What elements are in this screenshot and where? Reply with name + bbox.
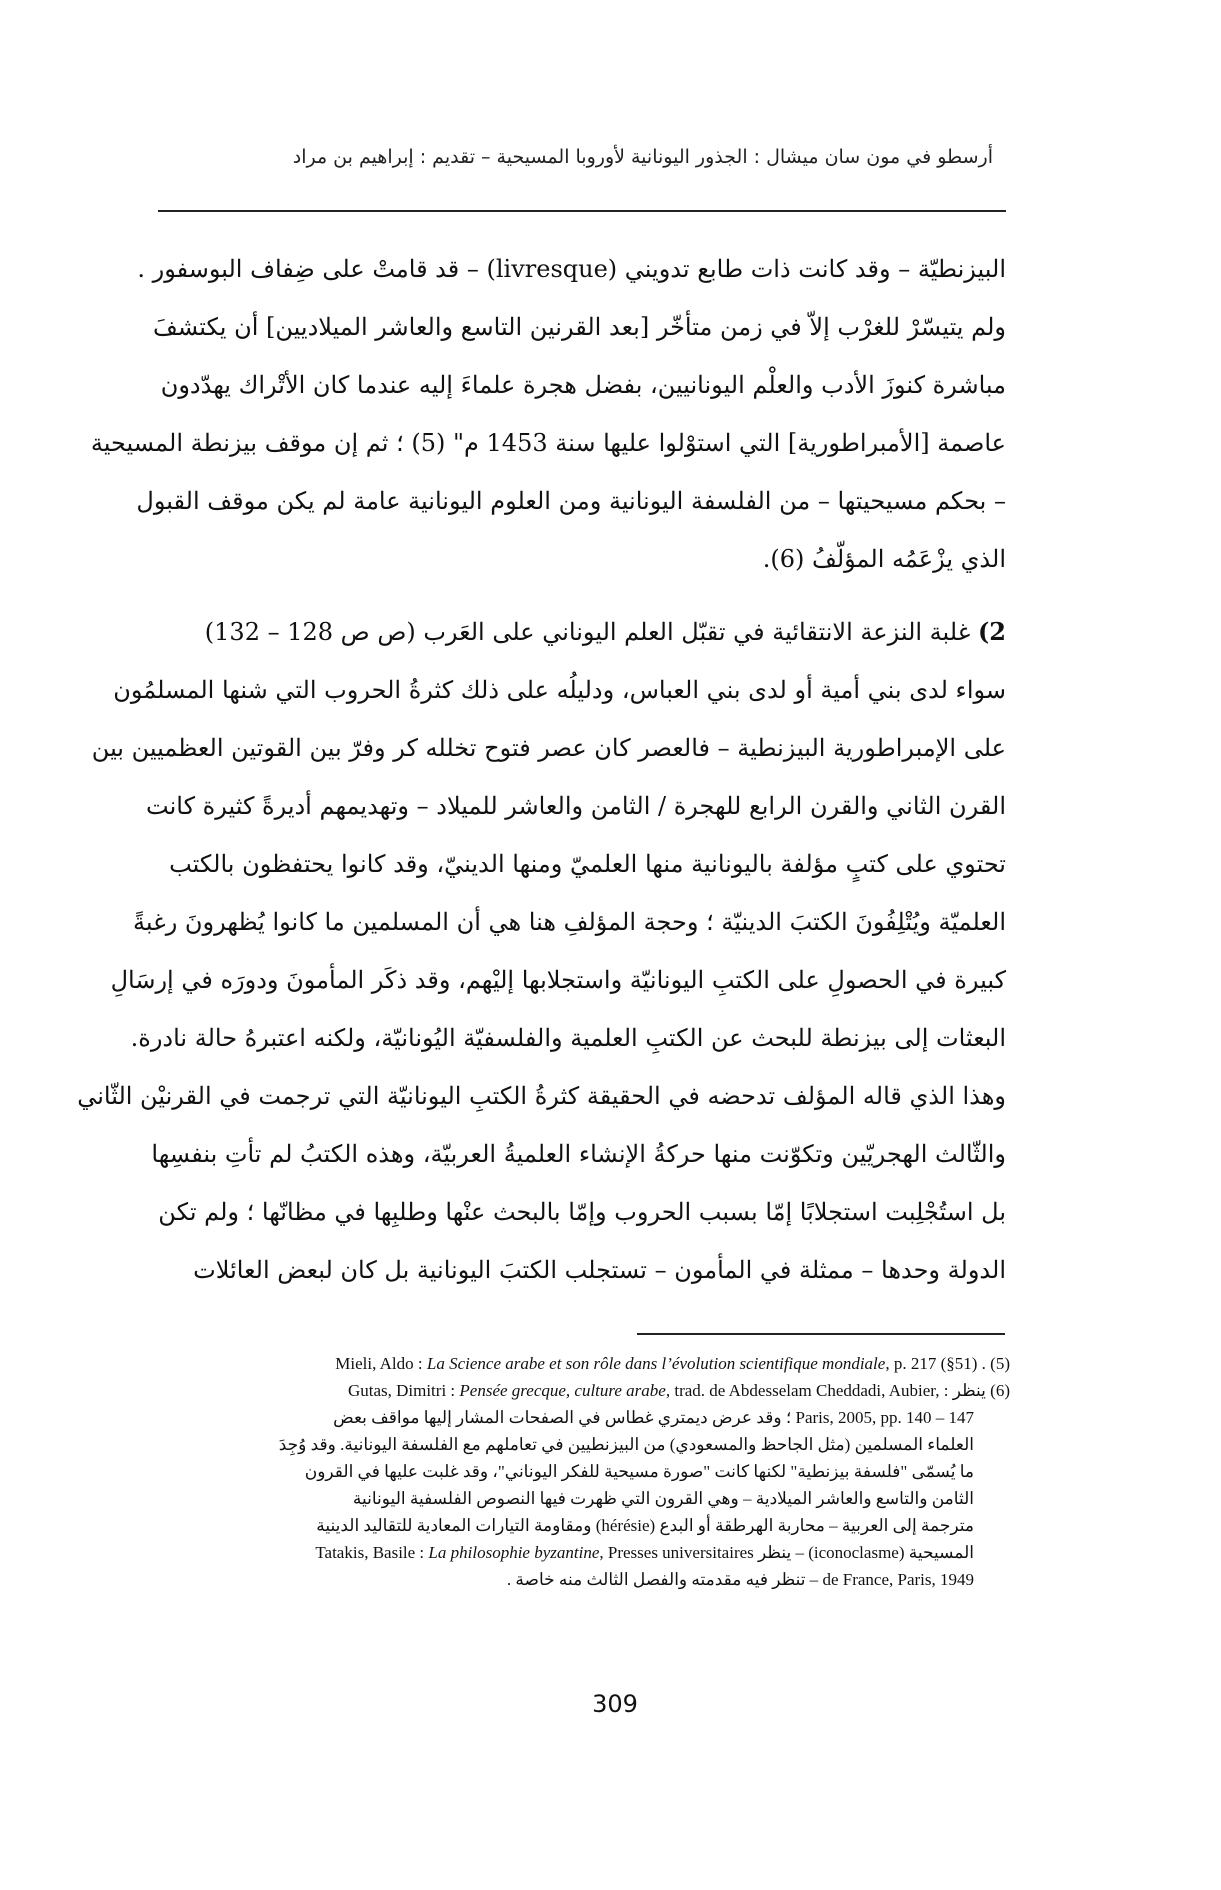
paragraph-2-line: البعثات إلى بيزنطة للبحث عن الكتبِ العلمية والفلسفيّة اليُونانيّة، ولكنه اعتبرهُ حالة نادرة.: [130, 1024, 1006, 1052]
paragraph-2-line: بل استُجْلِبت استجلابًا إمّا بسبب الحروب وإمّا بالبحث عنْها وطلبِها في مظانّها ؛ ولم تكن: [158, 1198, 1006, 1226]
footnotes: [150, 1350, 1010, 1593]
paragraph-2-line: على الإمبراطورية البيزنطية – فالعصر كان عصر فتوح تخلله كر وفرّ بين القوتين العظميين بين: [91, 734, 1006, 762]
running-head: أرسطو في مون سان ميشال : الجذور اليونانية لأوروبا المسيحية – تقديم : إبراهيم بن مراد: [292, 146, 993, 168]
footnote-6-mark: (6): [990, 1381, 1010, 1400]
paragraph-2-line: الدولة وحدها – ممثلة في المأمون – تستجلب الكتبَ اليونانية بل كان لبعض العائلات: [193, 1256, 1006, 1284]
header-rule: [158, 210, 1006, 212]
page-number: 309: [592, 1690, 638, 1718]
section-number: 2): [977, 617, 1006, 646]
footnote-5-mark: (5): [990, 1354, 1010, 1373]
footnote-5: [150, 1350, 1010, 1377]
paragraph-1-line: البيزنطيّة – وقد كانت ذات طابع تدويني (livresque) – قد قامتْ على ضِفاف البوسفور .: [137, 255, 1006, 283]
paragraph-2: [77, 603, 1006, 1299]
footnote-6-line: مترجمة إلى العربية – محاربة الهرطقة أو البدع (hérésie) ومقاومة التيارات المعادية للتقاليد الدينية: [316, 1516, 974, 1535]
paragraph-1: [90, 240, 1006, 588]
footnote-6-citation: Gutas, Dimitri : Pensée grecque, culture arabe, trad. de Abdesselam Cheddadi, Aubier,: [347, 1381, 940, 1400]
paragraph-2-line: سواء لدى بني أمية أو لدى بني العباس، ودليلُه على ذلك كثرةُ الحروب التي شنها المسلمُون: [113, 676, 1006, 704]
footnote-6-line: الثامن والتاسع والعاشر الميلادية – وهي القرون التي ظهرت فيها النصوص الفلسفية اليونانية: [352, 1489, 974, 1508]
paragraph-1-line: – بحكم مسيحيتها – من الفلسفة اليونانية ومن العلوم اليونانية عامة لم يكن موقف القبول: [136, 487, 1006, 515]
footnote-rule: [637, 1333, 1005, 1335]
paragraph-1-line: ولم يتيسّرْ للغرْب إلاّ في زمن متأخّر [بعد القرنين التاسع والعاشر الميلاديين] أن يكتشفَ: [153, 313, 1006, 341]
footnote-6-line: de France, Paris, 1949 – تنظر فيه مقدمته والفصل الثالث منه خاصة .: [506, 1570, 974, 1589]
footnote-6-line: ما يُسمّى "فلسفة بيزنطية" لكنها كانت "صورة مسيحية للفكر اليوناني"، وقد غلبت عليها في القرون: [304, 1462, 974, 1481]
footnote-6-line: Paris, 2005, pp. 140 – 147 ؛ وقد عرض ديمتري غطاس في الصفحات المشار إليها مواقف بعض: [333, 1408, 974, 1427]
footnote-6-line: العلماء المسلمين (مثل الجاحظ والمسعودي) من البيزنطيين في تعاملهم مع الفلسفة اليونانية. وقد وُجِدَ: [278, 1435, 974, 1454]
paragraph-2-line: القرن الثاني والقرن الرابع للهجرة / الثامن والعاشر للميلاد – وتهديمهم أديرةً كثيرة كانت: [146, 792, 1006, 820]
paragraph-2-line: وهذا الذي قاله المؤلف تدحضه في الحقيقة كثرةُ الكتبِ اليونانيّة التي ترجمت في القرنيْن الثّاني: [77, 1082, 1006, 1110]
paragraph-2-line: والثّالث الهجريّين وتكوّنت منها حركةُ الإنشاء العلميةُ العربيّة، وهذه الكتبُ لم تأتِ بنفسِها: [151, 1140, 1006, 1168]
paragraph-2-heading: [158, 603, 1006, 661]
footnote-5-citation: Mieli, Aldo : La Science arabe et son rôle dans l’évolution scientifique mondiale, p. 217 (§51) .: [335, 1354, 986, 1373]
tatakis-citation: Tatakis, Basile : La philosophie byzantine, Presses universitaires: [315, 1543, 754, 1562]
paragraph-2-line: كبيرة في الحصولِ على الكتبِ اليونانيّة واستجلابها إليْهم، وقد ذكَر المأمونَ ودورَه في إرسَالِ: [110, 966, 1006, 994]
paragraph-2-line: العلميّة ويُتْلِفُونَ الكتبَ الدينيّة ؛ وحجة المؤلفِ هنا هي أن المسلمين ما كانوا يُظهرونَ رغبةً: [133, 908, 1006, 936]
section-heading-text: غلبة النزعة الانتقائية في تقبّل العلم اليوناني على العَرب (ص ص 128 – 132): [204, 618, 971, 646]
paragraph-2-line: تحتوي على كتبٍ مؤلفة باليونانية منها العلميّ ومنها الدينيّ، وقد كانوا يحتفظون بالكتب: [169, 850, 1006, 878]
paragraph-1-line: الذي يزْعَمُه المؤلّفُ (6).: [762, 545, 1006, 573]
footnote-6-line: المسيحية (iconoclasme) – ينظر Tatakis, Basile : La philosophie byzantine, Presses universitaires: [315, 1543, 974, 1562]
paragraph-1-line: مباشرة كنوزَ الأدب والعلْم اليونانيين، بفضل هجرة علماءَ إليه عندما كان الأتْراك يهدّدون: [160, 371, 1006, 399]
footnote-6: (6) ينظر : Gutas, Dimitri : Pensée grecque, culture arabe, trad. de Abdesselam Cheddadi, Aubier,: [347, 1381, 1010, 1400]
paragraph-1-line: عاصمة [الأمبراطورية] التي استوْلوا عليها سنة 1453 م" (5) ؛ ثم إن موقف بيزنطة المسيحية: [90, 429, 1006, 457]
